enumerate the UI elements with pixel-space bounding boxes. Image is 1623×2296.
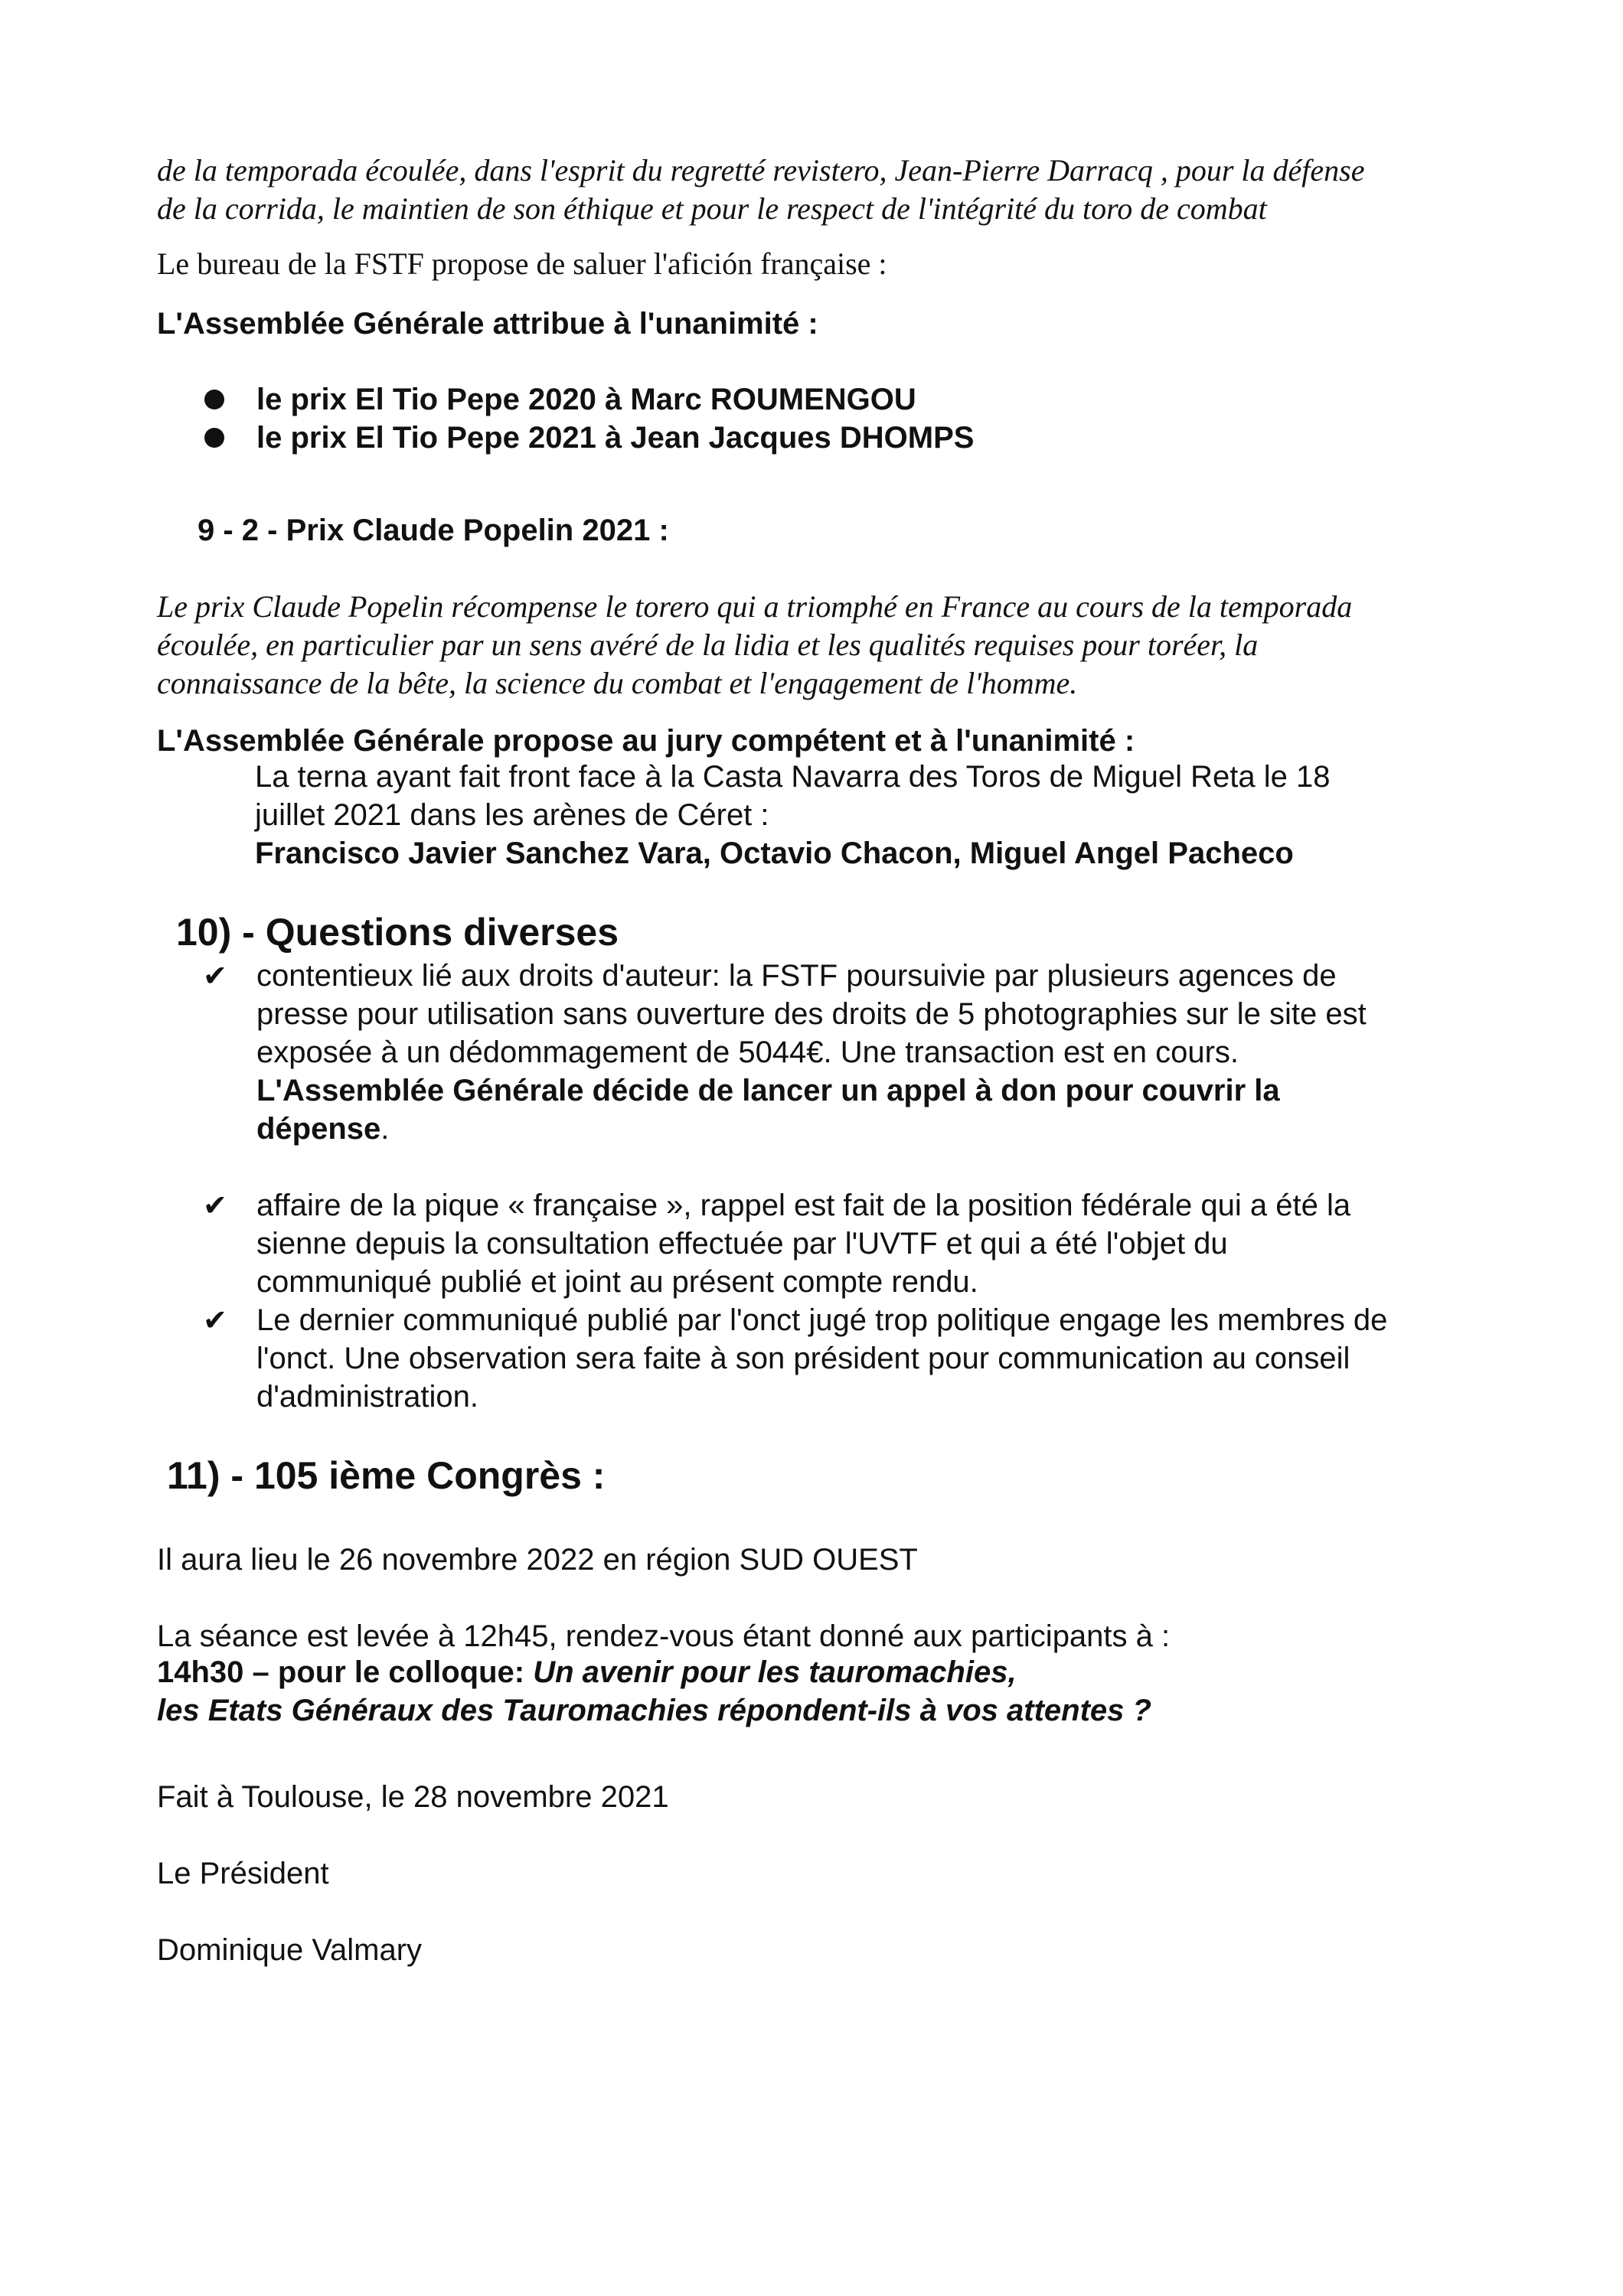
item1-bold-line-2: dépense <box>256 1112 381 1146</box>
colloque-time: 14h30 – pour le colloque: <box>157 1655 525 1689</box>
section-10-heading: 10) - Questions diverses <box>176 911 619 954</box>
popelin-desc-line-3: connaissance de la bête, la science du combat et l'engagement de l'homme. <box>157 666 1078 700</box>
terna-line-1: La terna ayant fait front face à la Casta Navarra des Toros de Miguel Reta le 18 <box>255 760 1331 794</box>
list-item <box>157 1186 1504 1301</box>
item2-line-2: sienne depuis la consultation effectuée par l'UVTF et qui a été l'objet du <box>256 1227 1228 1261</box>
president-name: Dominique Valmary <box>157 1933 423 1967</box>
prize-list <box>157 380 1489 457</box>
popelin-desc-line-2: écoulée, en particulier par un sens avéré de la lidia et les qualités requises pour toréer, la <box>157 628 1259 662</box>
popelin-description <box>157 588 1489 703</box>
intro-paragraph <box>157 152 1489 228</box>
terna-line-2: juillet 2021 dans les arènes de Céret : <box>255 798 769 832</box>
checkmark-icon: ✔ <box>203 1303 227 1337</box>
item1-period: . <box>380 1112 390 1146</box>
item3-line-3: d'administration. <box>256 1380 478 1414</box>
colloque-title-1: Un avenir pour les tauromachies, <box>533 1655 1017 1689</box>
item1-line-2: presse pour utilisation sans ouverture des droits de 5 photographies sur le site est <box>256 997 1367 1031</box>
bullet-icon <box>204 390 224 409</box>
list-item <box>157 380 1489 419</box>
colloque-block <box>157 1653 1489 1730</box>
item2-line-3: communiqué publié et joint au présent compte rendu. <box>256 1265 978 1299</box>
seance-sentence: La séance est levée à 12h45, rendez-vous étant donné aux participants à : <box>157 1619 1171 1653</box>
congres-lieu: Il aura lieu le 26 novembre 2022 en région SUD OUEST <box>157 1543 918 1577</box>
prize-2021: le prix El Tio Pepe 2021 à Jean Jacques DHOMPS <box>256 421 975 455</box>
president-role: Le Président <box>157 1857 329 1890</box>
propose-heading: L'Assemblée Générale propose au jury compétent et à l'unanimité : <box>157 724 1135 758</box>
bullet-icon <box>204 428 224 448</box>
section-9-2-heading: 9 - 2 - Prix Claude Popelin 2021 : <box>198 514 669 547</box>
attribue-heading: L'Assemblée Générale attribue à l'unanimité : <box>157 307 818 341</box>
item3-line-1: Le dernier communiqué publié par l'onct jugé trop politique engage les membres de <box>256 1303 1388 1337</box>
intro-line-2: de la corrida, le maintien de son éthique et pour le respect de l'intégrité du toro de combat <box>157 191 1267 226</box>
popelin-desc-line-1: Le prix Claude Popelin récompense le torero qui a triomphé en France au cours de la temporada <box>157 589 1353 624</box>
colloque-title-2: les Etats Généraux des Tauromachies répondent-ils à vos attentes ? <box>157 1694 1151 1727</box>
list-item <box>157 1301 1504 1416</box>
section-11-heading: 11) - 105 ième Congrès : <box>167 1454 606 1497</box>
list-item <box>157 419 1489 457</box>
prize-2020: le prix El Tio Pepe 2020 à Marc ROUMENGOU <box>256 383 916 416</box>
checkmark-icon: ✔ <box>203 1189 227 1222</box>
item3-line-2: l'onct. Une observation sera faite à son président pour communication au conseil <box>256 1342 1350 1375</box>
item1-line-3: exposée à un dédommagement de 5044€. Une transaction est en cours. <box>256 1035 1239 1069</box>
intro-line-1: de la temporada écoulée, dans l'esprit du regretté revistero, Jean-Pierre Darracq , pour la défense <box>157 153 1365 188</box>
bureau-sentence: Le bureau de la FSTF propose de saluer l'afición française : <box>157 246 887 281</box>
item1-bold-line-1: L'Assemblée Générale décide de lancer un appel à don pour couvrir la <box>256 1074 1280 1107</box>
fait-a: Fait à Toulouse, le 28 novembre 2021 <box>157 1780 669 1814</box>
terna-paragraph <box>255 758 1480 872</box>
checkmark-icon: ✔ <box>203 959 227 993</box>
list-item <box>157 957 1504 1148</box>
item1-line-1: contentieux lié aux droits d'auteur: la FSTF poursuivie par plusieurs agences de <box>256 959 1337 993</box>
item2-line-1: affaire de la pique « française », rappel est fait de la position fédérale qui a été la <box>256 1189 1351 1222</box>
toreros-names: Francisco Javier Sanchez Vara, Octavio Chacon, Miguel Angel Pacheco <box>255 837 1294 870</box>
questions-list <box>157 957 1504 1416</box>
